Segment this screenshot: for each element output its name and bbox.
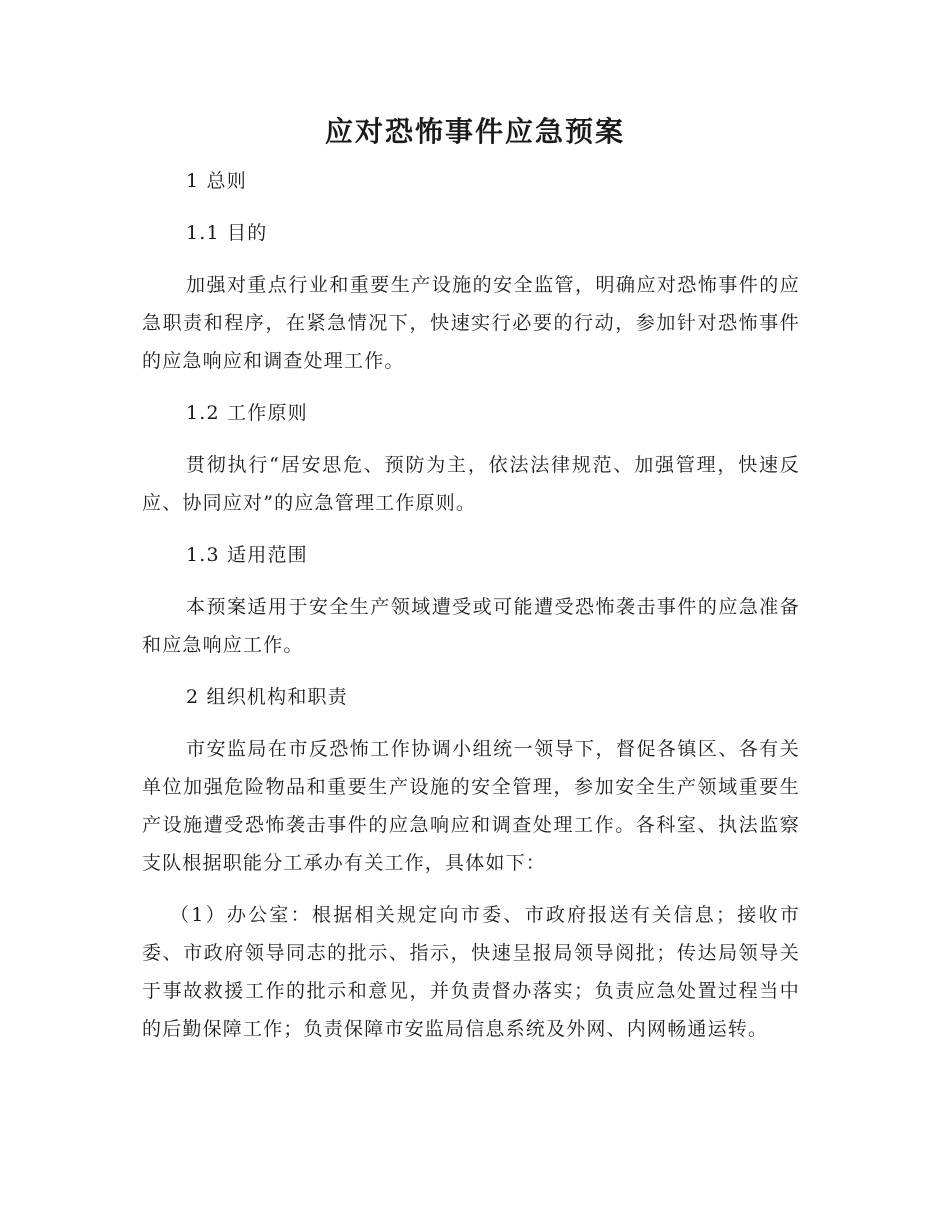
document-title: 应对恐怖事件应急预案 xyxy=(324,115,625,148)
paragraph: 本预案适用于安全生产领域遭受或可能遭受恐怖袭击事件的应急准备和应急响应工作。 xyxy=(142,596,800,656)
section-heading: 1.3 适用范围 xyxy=(186,544,308,566)
paragraph: 加强对重点行业和重要生产设施的安全监管，明确应对恐怖事件的应急职责和程序，在紧急情况下，快速实行必要的行动，参加针对恐怖事件的应急响应和调查处理工作。 xyxy=(142,274,800,372)
section-heading: 1 总则 xyxy=(186,170,247,192)
section-heading: 1.2 工作原则 xyxy=(186,402,308,424)
section-heading: 2 组织机构和职责 xyxy=(186,686,348,708)
paragraph: 市安监局在市反恐怖工作协调小组统一领导下，督促各镇区、各有关单位加强危险物品和重要生产设施的安全管理，参加安全生产领域重要生产设施遭受恐怖袭击事件的应急响应和调查处理工作。各科室、执法监察支队根据职能分工承办有关工作，具体如下： xyxy=(142,738,800,874)
section-heading: 1.1 目的 xyxy=(186,222,268,244)
document-body xyxy=(142,162,800,1062)
paragraph: 贯彻执行“居安思危、预防为主，依法法律规范、加强管理，快速反应、协同应对”的应急管理工作原则。 xyxy=(142,454,800,514)
list-item: （1）办公室：根据相关规定向市委、市政府报送有关信息；接收市委、市政府领导同志的批示、指示，快速呈报局领导阅批；传达局领导关于事故救援工作的批示和意见，并负责督办落实；负责应急处置过程当中的后勤保障工作；负责保障市安监局信息系统及外网、内网畅通运转。 xyxy=(142,904,800,1040)
